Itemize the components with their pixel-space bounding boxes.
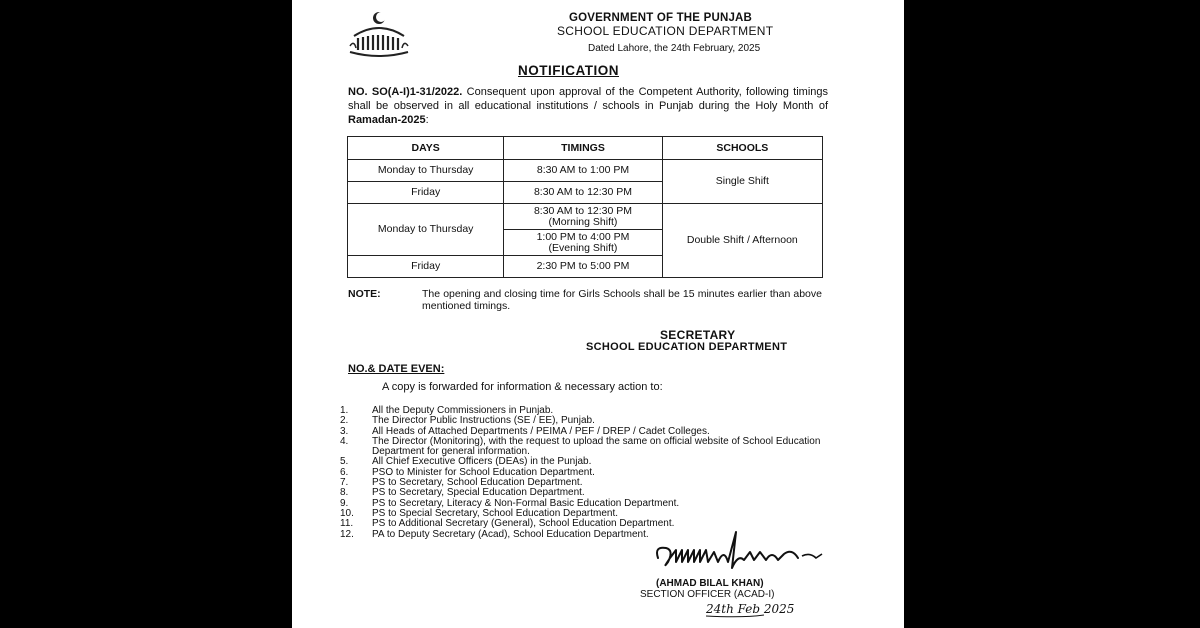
dated-line: Dated Lahore, the 24th February, 2025: [588, 43, 761, 54]
day-cell: Friday: [348, 256, 504, 278]
header-timings: TIMINGS: [504, 137, 662, 160]
table-header-row: [348, 137, 823, 160]
note-text: The opening and closing time for Girls Schools shall be 15 minutes earlier than above mentioned timings.: [422, 288, 822, 312]
timing-cell: 8:30 AM to 12:30 PM: [504, 182, 662, 204]
timing-cell: 2:30 PM to 5:00 PM: [504, 256, 662, 278]
handwritten-date: [704, 596, 834, 618]
intro-paragraph: NO. SO(A-I)1-31/2022. Consequent upon approval of the Competent Authority, following timings shall be observed in all educational institutions / schools in Punjab during the Holy Month of Ramadan-2025:: [348, 86, 828, 126]
school-cell-double: Double Shift / Afternoon: [662, 204, 822, 278]
copy-forwarded-line: A copy is forwarded for information & necessary action to:: [382, 381, 663, 393]
list-item: 2. The Director Public Instructions (SE / EE), Punjab.: [340, 415, 595, 427]
school-cell-single: Single Shift: [662, 160, 822, 204]
list-item: 5. All Chief Executive Officers (DEAs) in the Punjab.: [340, 456, 592, 468]
day-cell: Friday: [348, 182, 504, 204]
morning-label: (Morning Shift): [548, 215, 618, 228]
handwritten-signature: [652, 528, 837, 580]
timings-table: [347, 136, 823, 278]
department-title: SCHOOL EDUCATION DEPARTMENT: [557, 24, 774, 38]
table-row: [348, 204, 823, 230]
header-days: DAYS: [348, 137, 504, 160]
morning-time: 8:30 AM to 12:30 PM: [533, 204, 633, 217]
evening-time: 1:00 PM to 4:00 PM: [536, 230, 630, 243]
header-schools: SCHOOLS: [662, 137, 822, 160]
table-row: [348, 160, 823, 182]
signatory-name: (AHMAD BILAL KHAN): [656, 578, 764, 589]
ramadan-label: Ramadan-2025: [348, 114, 426, 126]
note-label: NOTE:: [348, 288, 381, 300]
day-cell: Monday to Thursday: [348, 204, 504, 256]
government-title: GOVERNMENT OF THE PUNJAB: [569, 12, 753, 24]
reference-number: NO. SO(A-I)1-31/2022.: [348, 86, 463, 98]
notification-title: NOTIFICATION: [518, 63, 619, 78]
list-item: 6. PSO to Minister for School Education Department.: [340, 466, 595, 478]
list-item: 3. All Heads of Attached Departments / PEIMA / PEF / DREP / Cadet Colleges.: [340, 425, 710, 437]
no-date-even-heading: NO.& DATE EVEN:: [348, 363, 445, 375]
list-item: 8. PS to Secretary, Special Education Department.: [340, 487, 585, 499]
secretary-department: SCHOOL EDUCATION DEPARTMENT: [586, 341, 788, 353]
timing-cell: [504, 204, 662, 230]
distribution-list: [340, 406, 860, 540]
list-item: 10. PS to Special Secretary, School Education Department.: [340, 507, 619, 519]
list-item: 12. PA to Deputy Secretary (Acad), School Education Department.: [340, 528, 649, 540]
list-item: 9. PS to Secretary, Literacy & Non-Formal Basic Education Department.: [340, 497, 680, 509]
notification-document: [292, 0, 904, 628]
evening-label: (Evening Shift): [548, 241, 618, 254]
svg-text:24th Feb 2025: 24th Feb 2025: [706, 602, 795, 616]
signatory-designation: SECTION OFFICER (ACAD-I): [640, 589, 775, 600]
secretary-title: SECRETARY: [660, 328, 736, 342]
list-item: 4. The Director (Monitoring), with the request to upload the same on official website of School Education Department for general information.: [340, 435, 821, 458]
list-item: 7. PS to Secretary, School Education Department.: [340, 477, 583, 489]
timing-cell: [504, 230, 662, 256]
timing-cell: 8:30 AM to 1:00 PM: [504, 160, 662, 182]
list-item: 11. PS to Additional Secretary (General), School Education Department.: [340, 518, 675, 530]
day-cell: Monday to Thursday: [348, 160, 504, 182]
list-item: 1. All the Deputy Commissioners in Punjab.: [340, 405, 554, 416]
punjab-government-logo: [348, 10, 410, 58]
